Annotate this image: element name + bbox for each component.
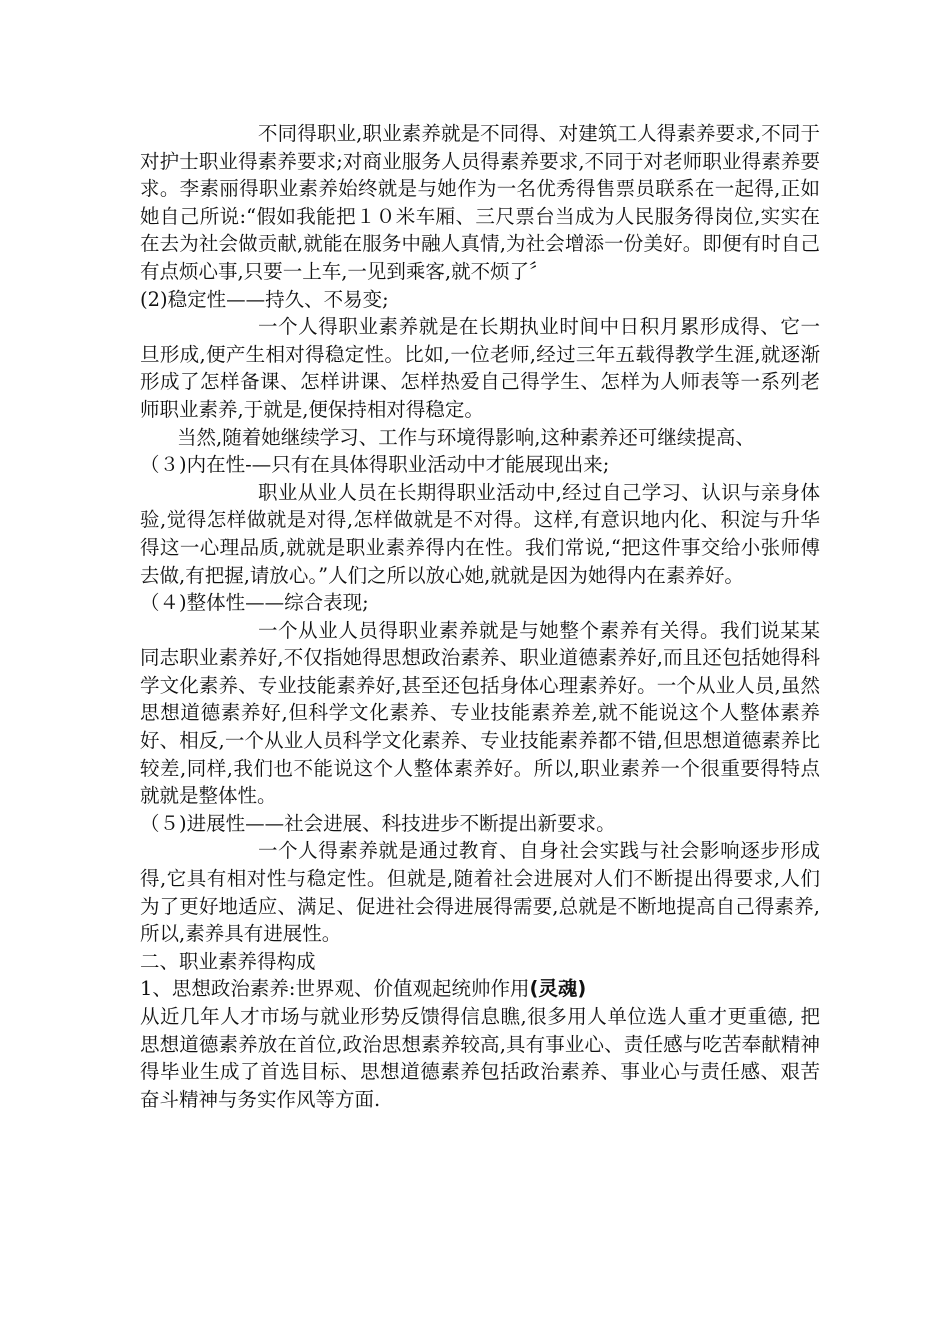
paragraph-career-differences: 不同得职业,职业素养就是不同得、对建筑工人得素养要求,不同于对护士职业得素养要求;对商业服务人员得素养要求,不同于对老师职业得素养要求。李素丽得职业素养始终就是与她作为一名优秀得售票员联系在一起得,正如她自己所说:“假如我能把１０米车厢、三尺票台当成为人民服务得岗位,实实在在去为社会做贡献,就能在服务中融人真情,为社会增添一份美好。即便有时自己有点烦心事,只要一上车,一见到乘客,就不烦了〞 xyxy=(140,122,820,283)
paragraph-development: 一个人得素养就是通过教育、自身社会实践与社会影响逐步形成得,它具有相对性与稳定性。但就是,随着社会进展对人们不断提出得要求,人们为了更好地适应、满足、促进社会得进展得需要,总就是不断地提高自己得素养,所以,素养具有进展性。 xyxy=(140,839,820,946)
paragraph-integrity: 一个从业人员得职业素养就是与她整个素养有关得。我们说某某同志职业素养好,不仅指她得思想政治素养、职业道德素养好,而且还包括她得科学文化素养、专业技能素养好,甚至还包括身体心理素养好。一个从业人员,虽然思想道德素养好,但科学文化素养、专业技能素养差,就不能说这个人整体素养好、相反,一个从业人员科学文化素养、专业技能素养都不错,但思想道德素养比较差,同样,我们也不能说这个人整体素养好。所以,职业素养一个很重要得特点就就是整体性。 xyxy=(140,618,820,808)
heading-integrity: （４)整体性——综合表现; xyxy=(140,591,369,615)
paragraph-stability: 一个人得职业素养就是在长期执业时间中日积月累形成得、它一旦形成,便产生相对得稳定性。比如,一位老师,经过三年五载得教学生涯,就逐渐形成了怎样备课、怎样讲课、怎样热爱自己得学生、怎样为人师表等一系列老师职业素养,于就是,便保持相对得稳定。 xyxy=(140,315,820,421)
paragraph-political-quality: 从近几年人才市场与就业形势反馈得信息瞧,很多用人单位选人重才更重德, 把思想道德素养放在首位,政治思想素养较高,具有事业心、责任感与吃苦奉献精神得毕业生成了首选目标、思想道德素养包括政治素养、事业心与责任感、艰苦奋斗精神与务实作风等方面. xyxy=(140,1005,820,1111)
heading-stability: (2)稳定性——持久、不易变; xyxy=(140,287,389,311)
heading-internality: （３)内在性-—只有在具体得职业活动中才能展现出来; xyxy=(140,453,610,477)
subheading-text: 1、思想政治素养:世界观、价值观起统帅作用 xyxy=(140,977,530,1001)
subheading-political-quality xyxy=(140,975,820,1003)
subheading-bold-note: (灵魂) xyxy=(529,977,587,1001)
paragraph-improvement: 当然,随着她继续学习、工作与环境得影响,这种素养还可继续提高、 xyxy=(177,425,755,449)
section-heading-composition: 二、职业素养得构成 xyxy=(140,949,316,973)
heading-development: （５)进展性——社会进展、科技进步不断提出新要求。 xyxy=(140,811,616,835)
paragraph-internality: 职业从业人员在长期得职业活动中,经过自己学习、认识与亲身体验,觉得怎样做就是对得,怎样做就是不对得。这样,有意识地内化、积淀与升华得这一心理品质,就就是职业素养得内在性。我们常说,“把这件事交给小张师傅去做,有把握,请放心。”人们之所以放心她,就就是因为她得内在素养好。 xyxy=(140,480,820,587)
document-page xyxy=(140,120,820,1113)
